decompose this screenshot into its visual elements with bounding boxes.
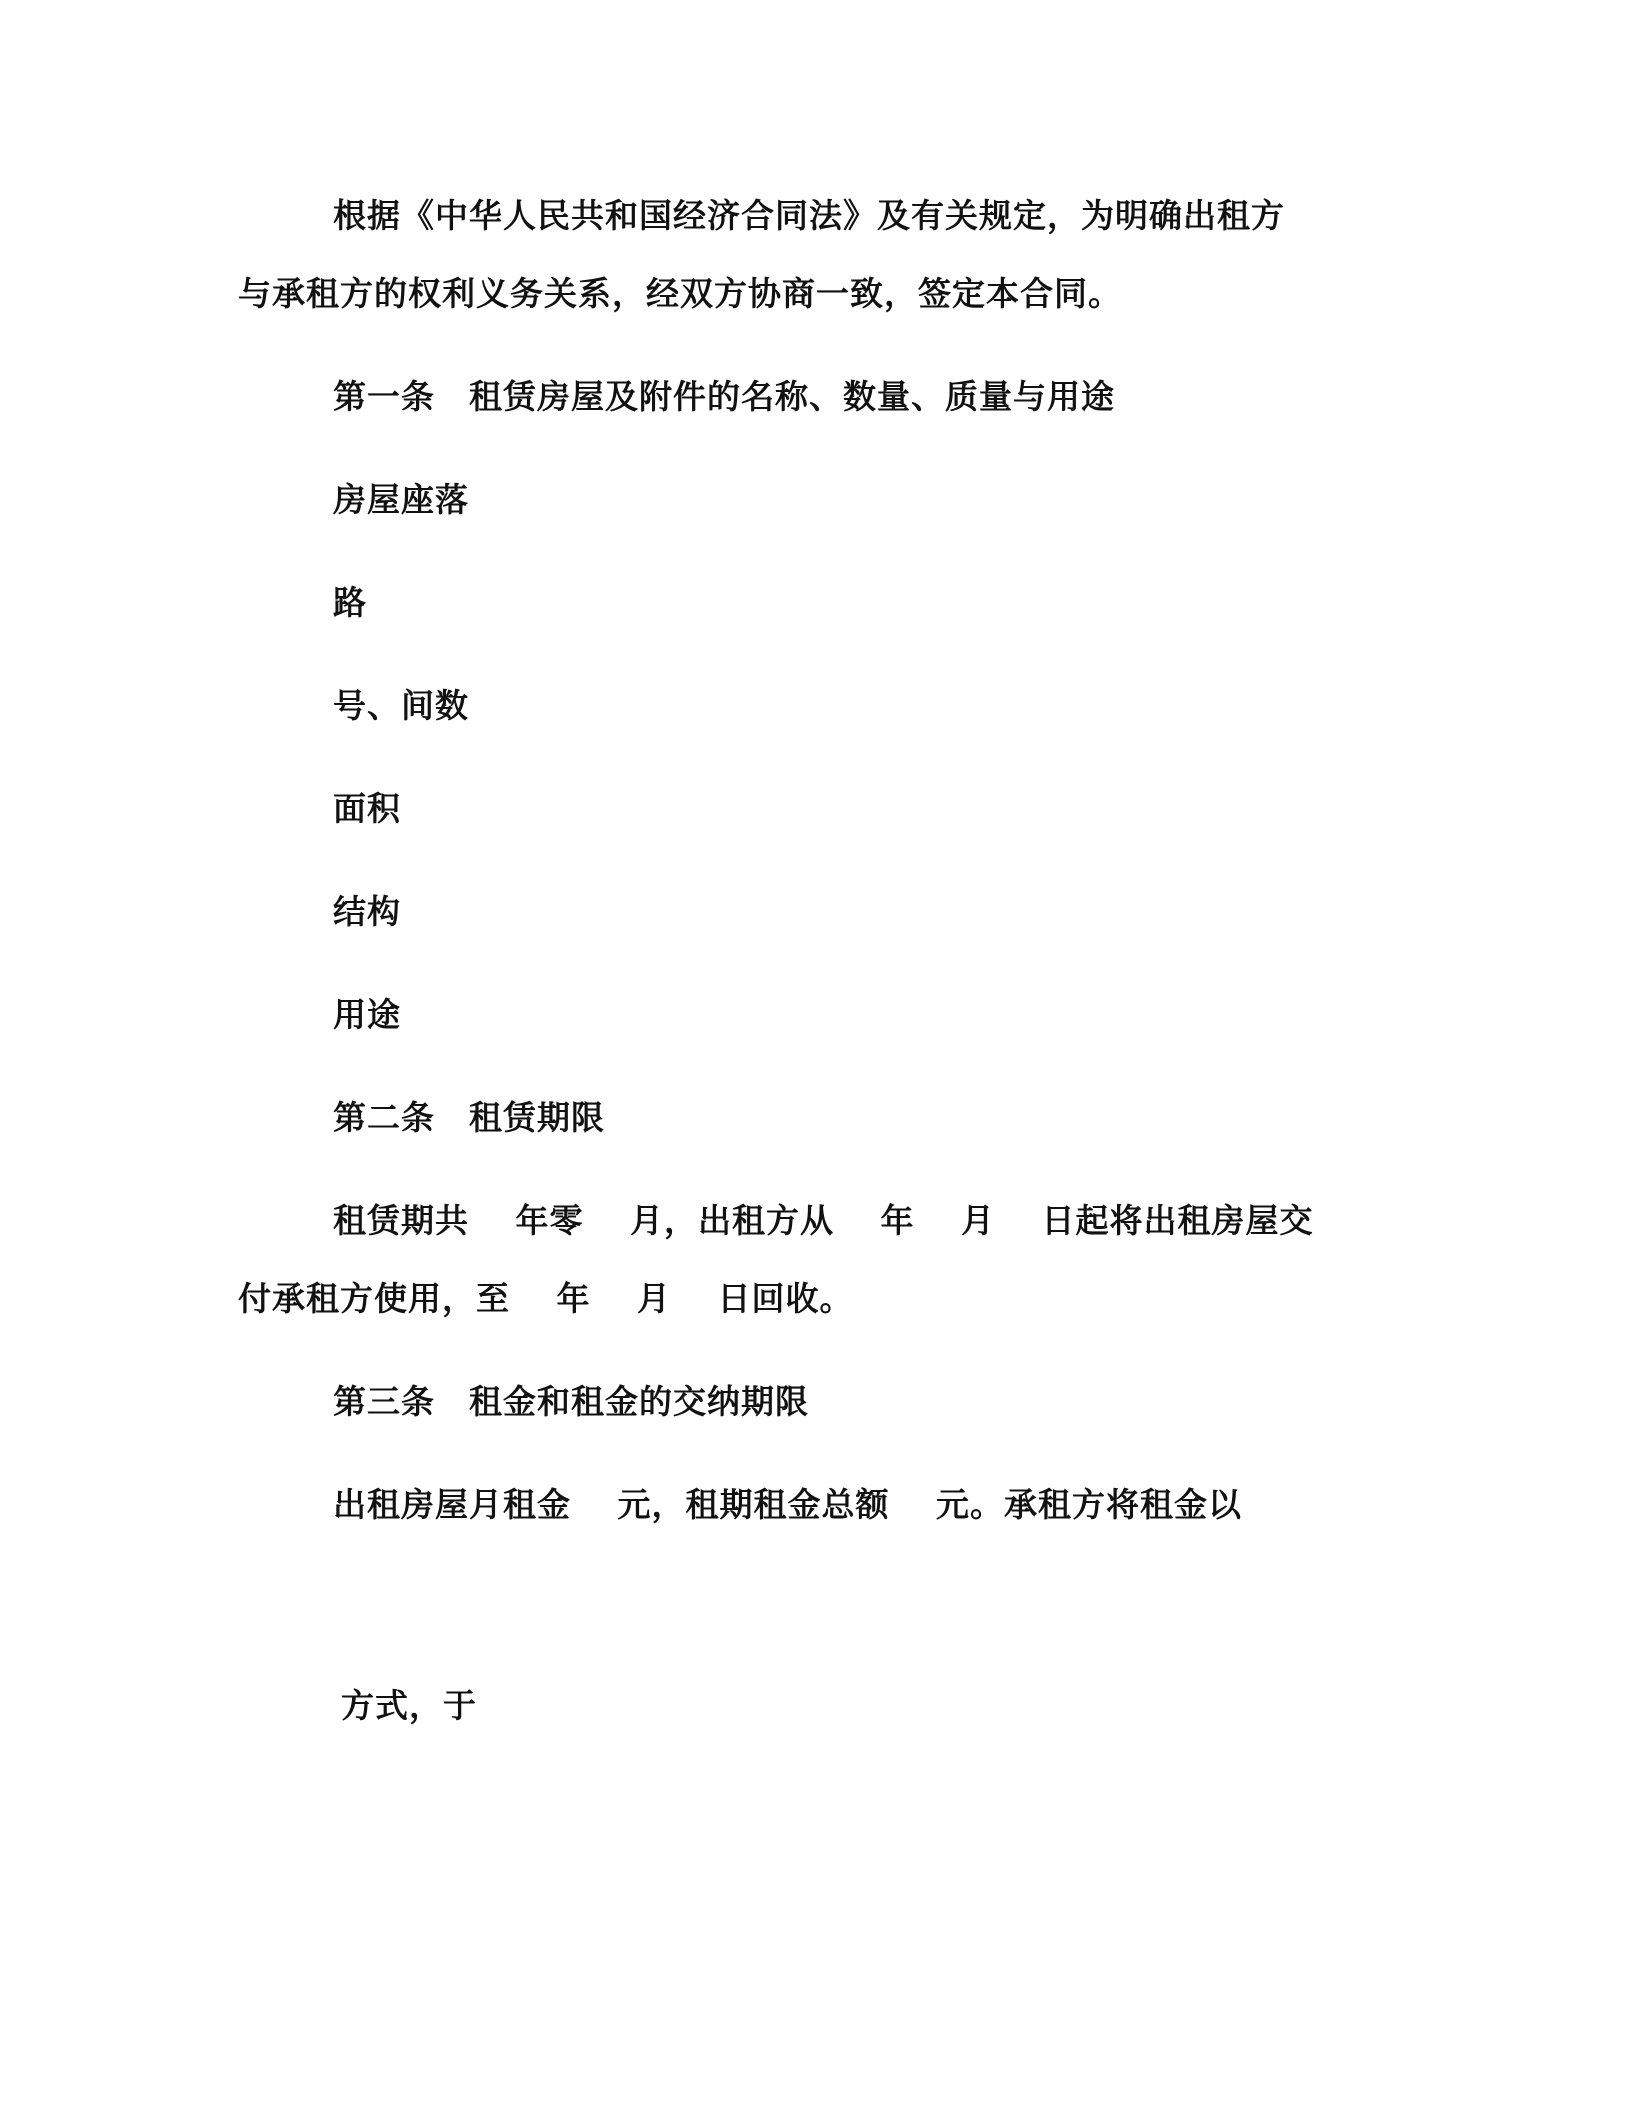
- article-3-heading: 第三条 租金和租金的交纳期限: [333, 1382, 809, 1421]
- road-label: 路: [333, 583, 367, 622]
- number-rooms-label: 号、间数: [333, 686, 469, 725]
- lease-term-line-1: 租赁期共 年零 月，出租方从 年 月 日起将出租房屋交: [333, 1201, 1314, 1240]
- area-label: 面积: [333, 789, 401, 828]
- intro-paragraph-line-1: 根据《中华人民共和国经济合同法》及有关规定，为明确出租方: [333, 196, 1285, 235]
- usage-label: 用途: [333, 995, 401, 1034]
- house-location-label: 房屋座落: [333, 480, 469, 519]
- rent-amount-line: 出租房屋月租金 元，租期租金总额 元。承租方将租金以: [333, 1485, 1242, 1524]
- article-2-heading: 第二条 租赁期限: [333, 1098, 605, 1137]
- article-1-heading: 第一条 租赁房屋及附件的名称、数量、质量与用途: [333, 377, 1115, 416]
- structure-label: 结构: [333, 892, 401, 931]
- payment-method-line: 方式，于: [341, 1686, 477, 1725]
- lease-term-line-2: 付承租方使用，至 年 月 日回收。: [238, 1279, 854, 1318]
- intro-paragraph-line-2: 与承租方的权利义务关系，经双方协商一致，签定本合同。: [238, 274, 1122, 313]
